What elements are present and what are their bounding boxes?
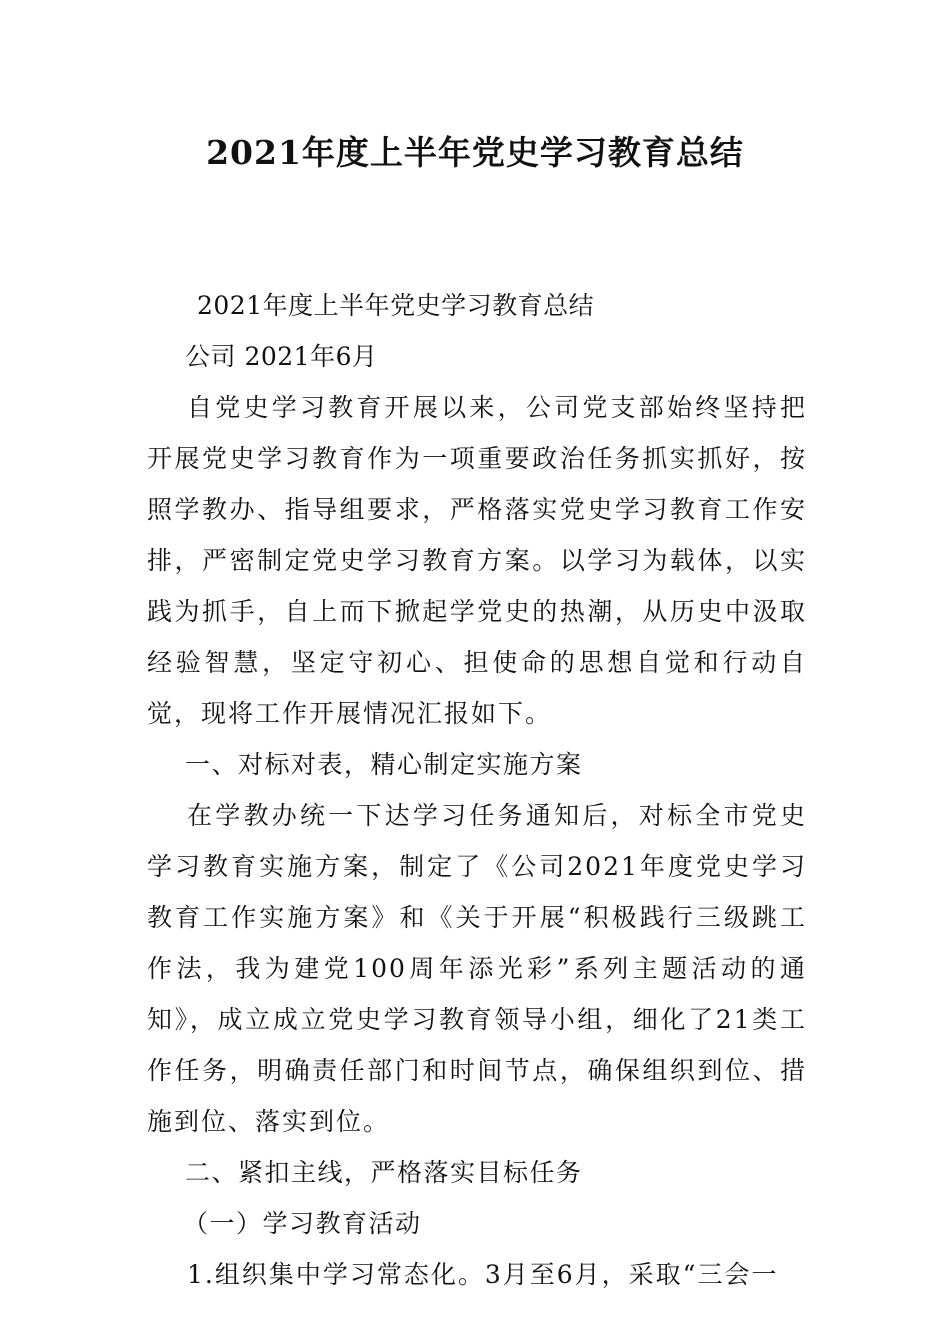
intro-paragraph: 自党史学习教育开展以来，公司党支部始终坚持把开展党史学习教育作为一项重要政治任务抓实抓好，按照学教办、指导组要求，严格落实党史学习教育工作安排，严密制定党史学习教育方案。以学习为载体，以实践为抓手，自上而下掀起学党史的热潮，从历史中汲取经验智慧，坚定守初心、担使命的思想自觉和行动自觉，现将工作开展情况汇报如下。 — [147, 393, 807, 728]
document-title: 2021年度上半年党史学习教育总结 — [206, 133, 744, 172]
list-item-1: 1.组织集中学习常态化。3月至6月，采取“三会一 — [187, 1260, 779, 1289]
section-2-subheading-1: （一）学习教育活动 — [183, 1209, 422, 1238]
section-1-heading: 一、对标对表，精心制定实施方案 — [185, 750, 583, 779]
section-2-heading: 二、紧扣主线，严格落实目标任务 — [185, 1158, 583, 1187]
author-date-line: 公司 2021年6月 — [185, 342, 378, 371]
document-subtitle: 2021年度上半年党史学习教育总结 — [197, 291, 595, 320]
section-1-paragraph: 在学教办统一下达学习任务通知后，对标全市党史学习教育实施方案，制定了《公司2021年度党史学习教育工作实施方案》和《关于开展“积极践行三级跳工作法，我为建党100周年添光彩”系列主题活动的通知》，成立成立党史学习教育领导小组，细化了21类工作任务，明确责任部门和时间节点，确保组织到位、措施到位、落实到位。 — [147, 801, 807, 1136]
document-body — [147, 280, 807, 1300]
